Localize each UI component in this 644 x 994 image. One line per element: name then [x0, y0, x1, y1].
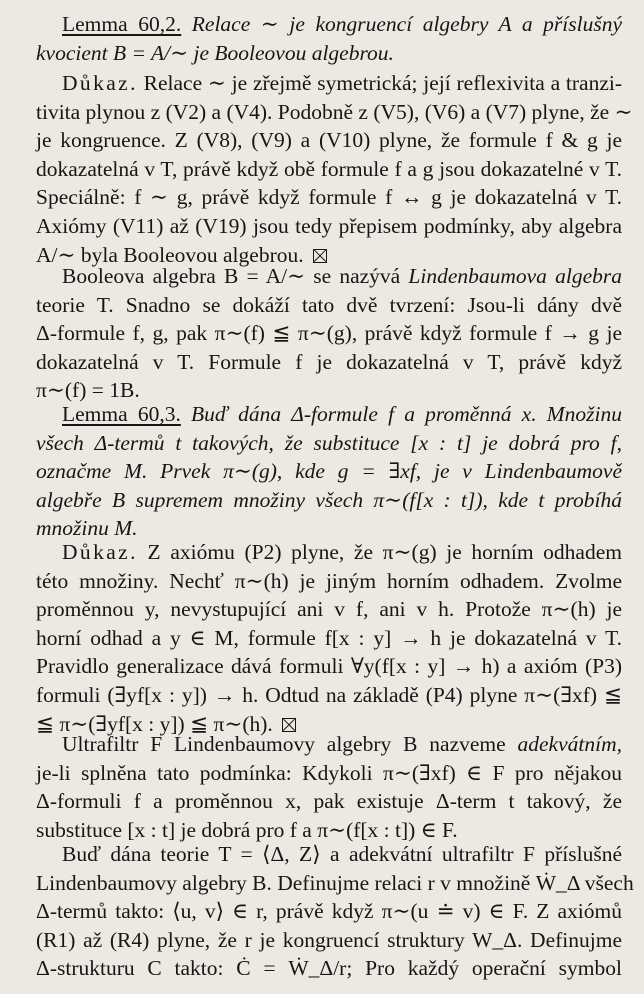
proof-text: proměnnou y, nevystupující ani v f, ani v h. Protože π∼(h) je: [36, 597, 622, 622]
paragraph-theory: [36, 840, 634, 983]
proof-text: horní odhad a y ∈ M, formule f[x : y] → h je dokazatelná v T.: [36, 625, 622, 650]
paragraph-text: substituce [x : t] je dobrá pro f a π∼(f[x : t]) ∈ F.: [36, 817, 458, 842]
lemma-text: Relace ∼ je kongruencí algebry A a příslušný: [181, 12, 622, 36]
paragraph-text: Booleova algebra B = A/∼ se nazývá: [62, 264, 409, 288]
lemma-60-2: [36, 10, 622, 67]
proof-text: dokazatelná v T, právě když obě formule f a g jsou dokazatelné v T.: [36, 156, 622, 181]
lemma-label: Lemma 60,2.: [62, 12, 182, 36]
paragraph-text: Δ-strukturu C takto: Ċ = Ẇ_Δ/r; Pro každý operační symbol: [36, 956, 622, 981]
paragraph-ultrafilter: [36, 730, 622, 844]
proof-text: Axiómy (V11) až (V19) jsou tedy přepisem podmínky, aby algebra: [36, 213, 622, 238]
paragraph-lindenbaum: [36, 262, 622, 405]
lemma-text: označme M. Prvek π∼(g), kde g = ∃xf, je v Lindenbaumově: [36, 459, 622, 484]
emphasis-term: Lindenbaumova algebra: [408, 264, 622, 288]
proof-label: Důkaz.: [62, 71, 138, 95]
proof-text: je kongruence. Z (V8), (V9) a (V10) plyne, že formule f & g je: [36, 128, 622, 153]
lemma-text: Buď dána Δ-formule f a proměnná x. Množinu: [180, 402, 622, 426]
paragraph-text: Ultrafiltr F Lindenbaumovy algebry B nazveme: [62, 732, 518, 756]
lemma-label: Lemma 60,3.: [62, 402, 181, 426]
paragraph-text: Lindenbaumovy algebry B. Definujme relaci r v množině Ẇ_Δ všech: [36, 870, 634, 895]
proof-text: ≦ π∼(∃yf[x : y]) ≦ π∼(h).: [36, 711, 273, 736]
lemma-text: kvocient B = A/∼ je Booleovou algebrou.: [36, 40, 394, 65]
proof-text: Speciálně: f ∼ g, právě když formule f ↔ g je dokazatelná v T.: [36, 185, 622, 210]
paragraph-text: je-li splněna tato podmínka: Kdykoli π∼(∃xf) ∈ F pro nějakou: [36, 760, 622, 785]
lemma-60-3: [36, 400, 622, 543]
proof-text: formuli (∃yf[x : y]) → h. Odtud na základě (P4) plyne π∼(∃xf) ≦: [36, 682, 622, 707]
proof-label: Důkaz.: [62, 540, 138, 564]
proof-text: tivita plynou z (V2) a (V4). Podobně z (V5), (V6) a (V7) plyne, že ∼: [36, 99, 633, 124]
proof-text: A/∼ byla Booleovou algebrou.: [36, 242, 304, 267]
proof-text: Pravidlo generalizace dává formuli ∀y(f[x : y] → h) a axióm (P3): [36, 654, 622, 679]
qed-box-icon: [313, 249, 327, 263]
proof-text: Relace ∼ je zřejmě symetrická; její reflexivita a tranzi-: [137, 71, 622, 95]
proof-text: Z axiómu (P2) plyne, že π∼(g) je horním odhadem: [137, 540, 622, 564]
proof-2: [36, 538, 622, 738]
emphasis-term: adekvátním,: [517, 732, 622, 756]
paragraph-text: Δ-formule f, g, pak π∼(f) ≦ π∼(g), právě když formule f → g je: [36, 321, 622, 346]
paragraph-text: dokazatelná v T. Formule f je dokazatelná v T, právě když: [36, 349, 622, 374]
proof-1: [36, 69, 633, 269]
paragraph-text: Δ-formuli f a proměnnou x, pak existuje Δ-term t takový, že: [36, 789, 622, 814]
lemma-text: množinu M.: [36, 516, 138, 541]
paragraph-text: Δ-termů takto: ⟨u, v⟩ ∈ r, právě když π∼(u ≐ v) ∈ F. Z axiómů: [36, 899, 622, 924]
paragraph-text: teorie T. Snadno se dokáží tato dvě tvrzení: Jsou-li dány dvě: [36, 292, 622, 317]
proof-text: této množiny. Nechť π∼(h) je jiným horním odhadem. Zvolme: [36, 568, 622, 593]
paragraph-text: π∼(f) = 1B.: [36, 378, 140, 403]
paragraph-text: (R1) až (R4) plyne, že r je kongruencí struktury W_Δ. Definujme: [36, 927, 622, 952]
lemma-text: algebře B supremem množiny všech π∼(f[x : t]), kde t probíhá: [36, 487, 622, 512]
paragraph-text: Buď dána teorie T = ⟨Δ, Z⟩ a adekvátní ultrafiltr F příslušné: [62, 842, 622, 866]
lemma-text: všech Δ-termů t takových, že substituce [x : t] je dobrá pro f,: [36, 430, 622, 455]
